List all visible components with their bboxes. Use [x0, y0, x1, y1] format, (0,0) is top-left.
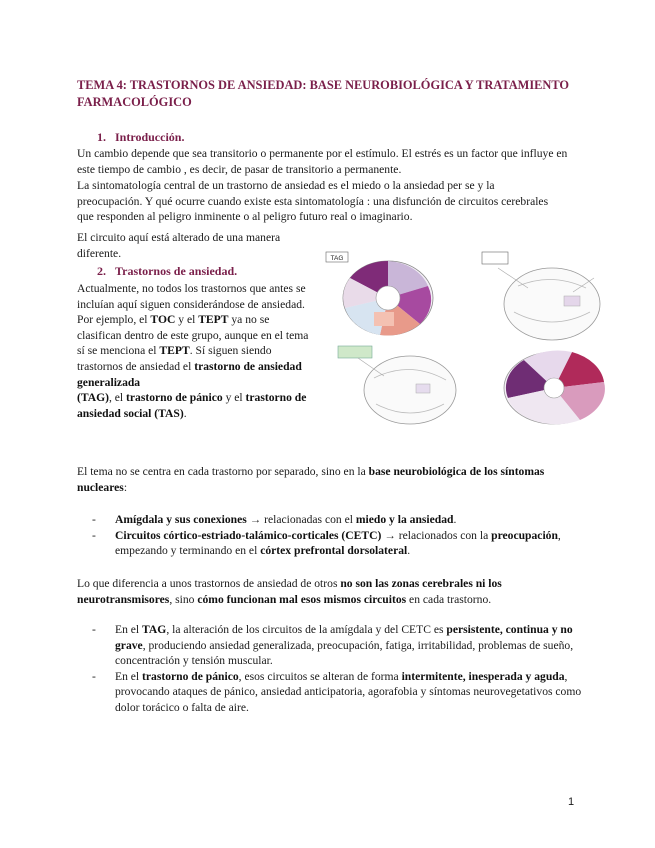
section-2-title: Trastornos de ansiedad.: [115, 264, 238, 278]
diagram-fear-circuit: [504, 351, 605, 425]
bold-run: Circuitos córtico-estriado-talámico-corticales (CETC): [115, 528, 382, 542]
text-run: .: [183, 406, 187, 420]
tag-term: trastorno de ansiedad generalizada: [77, 359, 302, 389]
text-run: En el: [115, 669, 143, 683]
toc-term: TOC: [150, 313, 176, 327]
intro-paragraph-3: El circuito aquí está alterado de una manera diferente.: [77, 231, 281, 260]
region-box: [416, 384, 430, 393]
bold-run: TAG: [142, 623, 167, 636]
section-1-heading: [97, 130, 184, 146]
list-item: [77, 528, 582, 559]
diagram-social-circuit: [338, 346, 456, 424]
list-item: [77, 669, 582, 716]
tas-term: trastorno de ansiedad social (TAS): [77, 391, 307, 420]
text-run: → relacionadas con el: [246, 513, 356, 526]
region-box: [564, 296, 580, 306]
text-run: .: [407, 544, 411, 558]
tag-abbrev: (TAG): [77, 391, 109, 405]
bold-run: base neurobiológica de los síntomas nucleares: [77, 465, 545, 494]
text-run: , el: [108, 391, 127, 405]
text-run: .: [453, 513, 457, 526]
text-run: . Sí siguen siendo trastornos de ansiedad el: [77, 344, 272, 373]
text-run: → relacionados con la: [381, 528, 492, 542]
text-run: y el: [222, 391, 246, 405]
text-run: El tema no se centra en cada trastorno por separado, sino en la: [77, 465, 369, 478]
bold-run: trastorno de pánico: [142, 669, 239, 683]
bold-run: cómo funcionan mal esos mismos circuitos: [197, 592, 407, 606]
base-paragraph: [77, 464, 577, 495]
brain-outline: [364, 356, 456, 424]
tept-term: TEPT: [198, 313, 229, 327]
text-run: Lo que diferencia a unos trastornos de ansiedad de otros: [77, 577, 341, 590]
text-run: y el: [175, 313, 199, 327]
page-number: 1: [568, 796, 575, 808]
section-1-number: 1.: [97, 130, 106, 144]
diagram-tag-circuit: [326, 252, 433, 336]
tag-label: TAG: [330, 255, 344, 262]
text-run: , produciendo ansiedad generalizada, preocupación, fatiga, irritabilidad, problemas de sueño, concentración y tensión muscular.: [115, 638, 574, 668]
center-node: [544, 378, 564, 398]
bold-run: miedo y la ansiedad: [355, 513, 454, 526]
diagram-panic-circuit: [482, 252, 600, 340]
section-1-title: Introducción.: [115, 130, 185, 144]
label-box: [482, 252, 508, 264]
list-item: [77, 622, 582, 669]
bold-run: intermitente, inesperada y aguda: [401, 669, 565, 683]
text-run: , sino: [169, 592, 198, 606]
symptoms-list: [77, 512, 582, 559]
bold-run: persistente, continua y no grave: [115, 623, 573, 652]
section-2-heading: [97, 264, 237, 280]
intro-paragraph-1: Un cambio depende que sea transitorio o permanente por el estímulo. El estrés es un factor que influye en este tiempo de cambio , es decir, de pasar de transitorio a permanente.: [77, 147, 568, 176]
text-run: En el: [115, 623, 143, 636]
text-run: en cada trastorno.: [406, 592, 492, 606]
text-run: , la alteración de los circuitos de la amígdala y del CETC es: [166, 623, 447, 636]
bold-run: preocupación: [491, 528, 558, 542]
text-run: , provocando ataques de pánico, ansiedad anticipatoria, agorafobia y síntomas neurovegetativos como dolor torácico o falta de aire.: [115, 669, 582, 714]
bold-run: Amígdala y sus conexiones: [115, 513, 247, 526]
intro-paragraph-2: La sintomatología central de un trastorno de ansiedad es el miedo o la ansiedad per se y la preocupación. Y qué ocurre cuando existe esta sintomatología : una disfunción de circuitos cerebrales que responden al peligro inminente o al peligro futuro real o imaginario.: [77, 179, 549, 224]
bold-run: córtex prefrontal dorsolateral: [260, 544, 408, 558]
list-item: [77, 512, 582, 528]
disorders-list: [77, 622, 582, 716]
brain-outline: [504, 268, 600, 340]
text-run: :: [123, 480, 128, 494]
difference-paragraph: [77, 576, 577, 607]
document-title: TEMA 4: TRASTORNOS DE ANSIEDAD: BASE NEUROBIOLÓGICA Y TRATAMIENTO FARMACOLÓGICO: [77, 78, 570, 109]
text-run: ya no se clasifican dentro de este grupo, aunque en el tema sí se menciona el: [77, 313, 309, 358]
label-box-green: [338, 346, 372, 358]
amygdala-box: [374, 312, 394, 326]
text-run: , esos circuitos se alteran de forma: [238, 669, 402, 683]
tept-term: TEPT: [159, 344, 190, 358]
bold-run: no son las zonas cerebrales ni los neurotransmisores: [77, 577, 502, 606]
brain-circuits-figure: [318, 248, 610, 434]
section-2-number: 2.: [97, 264, 106, 278]
panic-term: trastorno de pánico: [126, 391, 223, 405]
text-run: Actualmente, no todos los trastornos que antes se incluían aquí siguen considerándose de ansiedad. Por ejemplo, el: [77, 282, 306, 327]
disorders-paragraph: [77, 281, 309, 421]
center-node: [376, 286, 400, 310]
text-run: , empezando y terminando en el: [115, 528, 561, 558]
